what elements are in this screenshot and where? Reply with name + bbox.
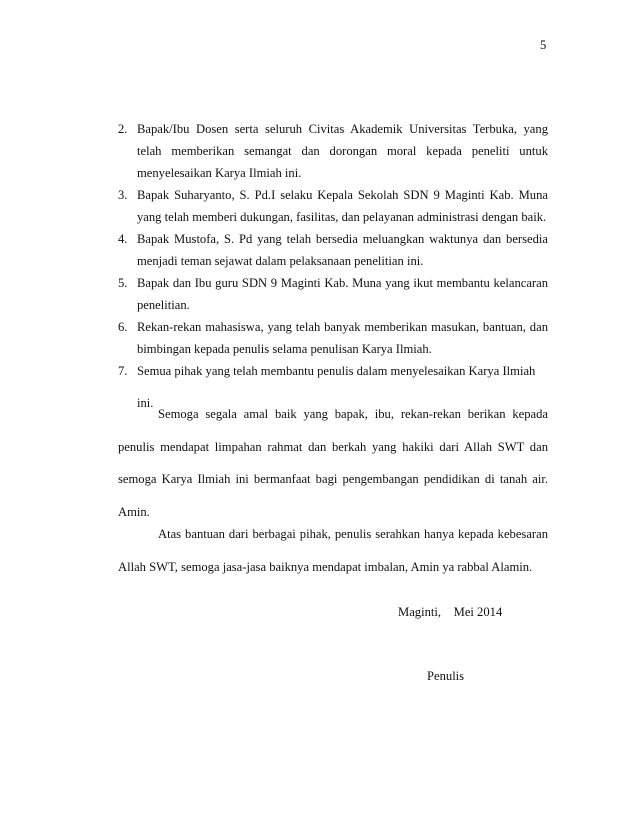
list-item <box>118 316 548 360</box>
signer: Penulis <box>427 669 465 683</box>
paragraph-text: Atas bantuan dari berbagai pihak, penulis serahkan hanya kepada kebesaran Allah SWT, semoga jasa-jasa baiknya mendapat imbalan, Amin ya rabbal Alamin. <box>118 527 548 574</box>
list-item <box>118 118 548 184</box>
closing-paragraph-2 <box>118 518 548 583</box>
list-item <box>118 272 548 316</box>
list-text: Bapak/Ibu Dosen serta seluruh Civitas Akademik Universitas Terbuka, yang telah memberikan semangat dan dorongan moral kepada peneliti untuk menyelesaikan Karya Ilmiah ini. <box>137 122 548 180</box>
list-text-continuation: ini. <box>137 396 154 410</box>
paragraph-text: Semoga segala amal baik yang bapak, ibu, rekan-rekan berikan kepada penulis mendapat limpahan rahmat dan berkah yang hakiki dari Allah SWT dan semoga Karya Ilmiah ini bermanfaat bagi pengembangan pendidikan di tanah air. Amin. <box>118 407 548 519</box>
list-number: 6. <box>118 320 128 334</box>
page-number: 5 <box>540 38 547 52</box>
list-item <box>118 228 548 272</box>
list-text: Bapak dan Ibu guru SDN 9 Maginti Kab. Muna yang ikut membantu kelancaran penelitian. <box>137 276 548 312</box>
list-text: Semua pihak yang telah membantu penulis dalam menyelesaikan Karya Ilmiah <box>137 364 536 378</box>
list-item <box>118 184 548 228</box>
acknowledgement-list <box>118 118 548 414</box>
list-text: Rekan-rekan mahasiswa, yang telah banyak memberikan masukan, bantuan, dan bimbingan kepada penulis selama penulisan Karya Ilmiah. <box>137 320 548 356</box>
list-text: Bapak Mustofa, S. Pd yang telah bersedia meluangkan waktunya dan bersedia menjadi teman sejawat dalam pelaksanaan penelitian ini. <box>137 232 548 268</box>
list-number: 4. <box>118 232 128 246</box>
place-date: Maginti, Mei 2014 <box>398 605 503 619</box>
closing-paragraph-1 <box>118 398 548 528</box>
list-number: 2. <box>118 122 128 136</box>
list-number: 7. <box>118 364 128 378</box>
list-number: 3. <box>118 188 128 202</box>
list-text: Bapak Suharyanto, S. Pd.I selaku Kepala Sekolah SDN 9 Maginti Kab. Muna yang telah memberi dukungan, fasilitas, dan pelayanan administrasi dengan baik. <box>137 188 548 224</box>
list-number: 5. <box>118 276 128 290</box>
